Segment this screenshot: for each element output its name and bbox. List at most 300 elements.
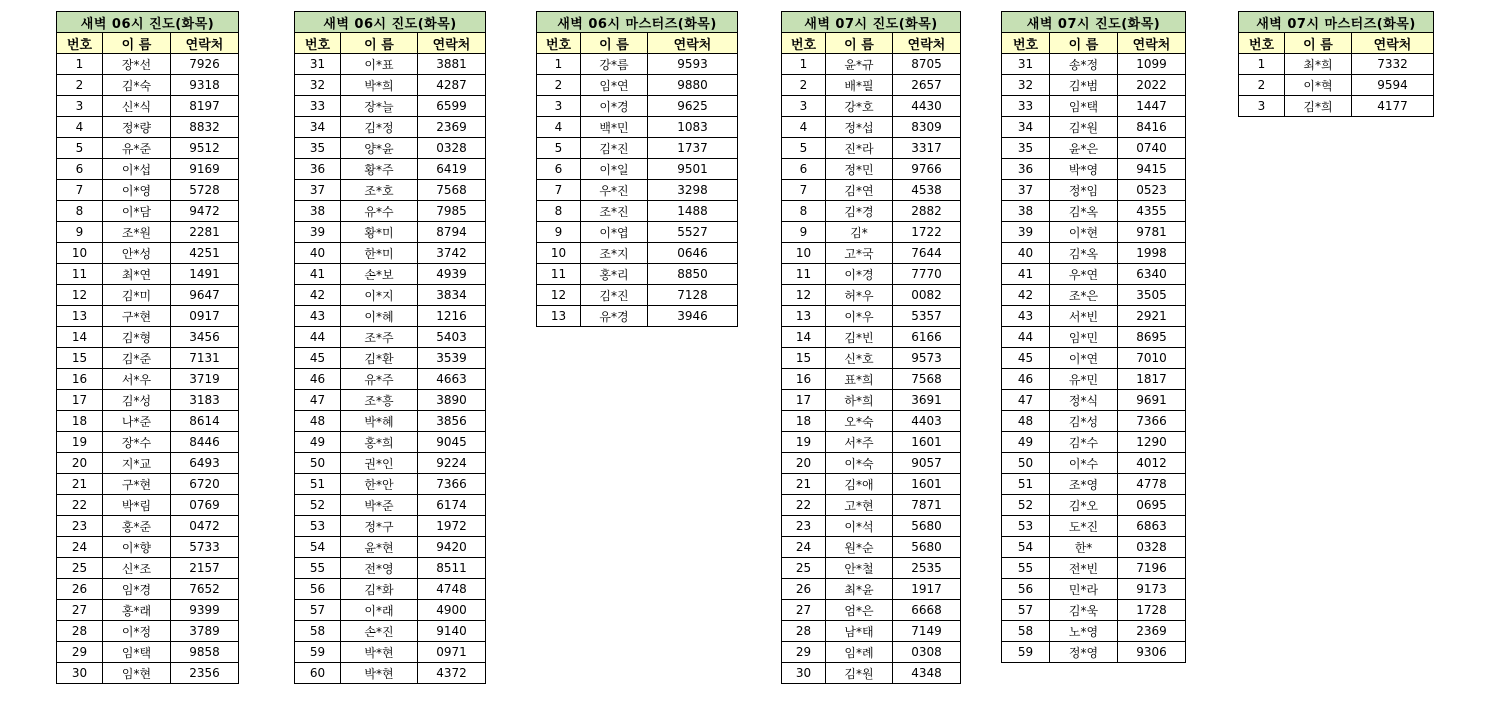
roster-table-5 — [1001, 11, 1186, 663]
table-title: 새벽 07시 마스터즈(화목) — [1239, 12, 1434, 33]
table-row — [782, 306, 961, 327]
table-row — [57, 390, 239, 411]
table-row — [57, 96, 239, 117]
row-number-cell: 29 — [57, 642, 103, 663]
row-number-cell: 8 — [57, 201, 103, 222]
row-number-cell: 23 — [57, 516, 103, 537]
row-number-cell: 39 — [295, 222, 341, 243]
table-row — [1239, 96, 1434, 117]
member-name-cell: 신*식 — [103, 96, 171, 117]
contact-cell: 2369 — [1118, 621, 1186, 642]
contact-cell: 4287 — [418, 75, 486, 96]
row-number-cell: 3 — [537, 96, 581, 117]
row-number-cell: 5 — [57, 138, 103, 159]
table-row — [295, 138, 486, 159]
table-row — [295, 96, 486, 117]
table-row — [782, 411, 961, 432]
row-number-cell: 20 — [57, 453, 103, 474]
member-name-cell: 전*빈 — [1050, 558, 1118, 579]
table-row — [295, 327, 486, 348]
row-number-cell: 32 — [1002, 75, 1050, 96]
contact-cell: 7128 — [648, 285, 738, 306]
contact-cell: 7332 — [1352, 54, 1434, 75]
member-name-cell: 김*환 — [341, 348, 418, 369]
member-name-cell: 안*철 — [826, 558, 893, 579]
row-number-cell: 32 — [295, 75, 341, 96]
table-row — [295, 642, 486, 663]
member-name-cell: 정*민 — [826, 159, 893, 180]
contact-cell: 6720 — [171, 474, 239, 495]
table-row — [782, 558, 961, 579]
row-number-cell: 42 — [295, 285, 341, 306]
table-row — [782, 369, 961, 390]
row-number-cell: 6 — [537, 159, 581, 180]
contact-cell: 6863 — [1118, 516, 1186, 537]
member-name-cell: 박*현 — [341, 663, 418, 684]
member-name-cell: 이*경 — [581, 96, 648, 117]
roster-table-6 — [1238, 11, 1434, 117]
contact-cell: 9593 — [648, 54, 738, 75]
contact-cell: 0695 — [1118, 495, 1186, 516]
table-row — [57, 495, 239, 516]
row-number-cell: 9 — [782, 222, 826, 243]
table-row — [295, 264, 486, 285]
row-number-cell: 1 — [1239, 54, 1285, 75]
row-number-cell: 10 — [537, 243, 581, 264]
contact-cell: 0523 — [1118, 180, 1186, 201]
contact-cell: 0646 — [648, 243, 738, 264]
contact-cell: 2369 — [418, 117, 486, 138]
row-number-cell: 17 — [57, 390, 103, 411]
row-number-cell: 14 — [57, 327, 103, 348]
contact-cell: 5357 — [893, 306, 961, 327]
member-name-cell: 임*택 — [103, 642, 171, 663]
member-name-cell: 안*성 — [103, 243, 171, 264]
member-name-cell: 박*림 — [103, 495, 171, 516]
member-name-cell: 유*경 — [581, 306, 648, 327]
table-row — [295, 369, 486, 390]
table-row — [537, 117, 738, 138]
header-row — [295, 33, 486, 54]
table-row — [782, 96, 961, 117]
table-row — [782, 138, 961, 159]
table-row — [295, 621, 486, 642]
contact-cell: 3890 — [418, 390, 486, 411]
table-row — [1002, 327, 1186, 348]
table-row — [1002, 348, 1186, 369]
table-row — [57, 327, 239, 348]
contact-cell: 1216 — [418, 306, 486, 327]
member-name-cell: 김*희 — [1285, 96, 1352, 117]
row-number-cell: 50 — [295, 453, 341, 474]
table-row — [295, 390, 486, 411]
row-number-cell: 48 — [1002, 411, 1050, 432]
contact-cell: 1728 — [1118, 600, 1186, 621]
table-row — [782, 495, 961, 516]
table-row — [295, 159, 486, 180]
contact-cell: 8705 — [893, 54, 961, 75]
header-row — [57, 33, 239, 54]
table-row — [782, 264, 961, 285]
row-number-cell: 48 — [295, 411, 341, 432]
row-number-cell: 26 — [782, 579, 826, 600]
row-number-cell: 41 — [295, 264, 341, 285]
table-row — [295, 537, 486, 558]
contact-cell: 2921 — [1118, 306, 1186, 327]
contact-cell: 1099 — [1118, 54, 1186, 75]
table-row — [295, 663, 486, 684]
contact-cell: 0328 — [418, 138, 486, 159]
contact-cell: 7568 — [418, 180, 486, 201]
row-number-cell: 59 — [295, 642, 341, 663]
contact-cell: 8695 — [1118, 327, 1186, 348]
roster-table-1 — [56, 11, 239, 684]
member-name-cell: 최*연 — [103, 264, 171, 285]
row-number-cell: 36 — [295, 159, 341, 180]
contact-cell: 4177 — [1352, 96, 1434, 117]
col-header-no: 번호 — [1239, 33, 1285, 54]
row-number-cell: 52 — [1002, 495, 1050, 516]
table-row — [295, 180, 486, 201]
contact-cell: 1447 — [1118, 96, 1186, 117]
row-number-cell: 46 — [295, 369, 341, 390]
table-row — [57, 159, 239, 180]
table-row — [782, 54, 961, 75]
contact-cell: 4403 — [893, 411, 961, 432]
table-row — [57, 285, 239, 306]
contact-cell: 1817 — [1118, 369, 1186, 390]
row-number-cell: 37 — [1002, 180, 1050, 201]
table-row — [1002, 516, 1186, 537]
row-number-cell: 25 — [782, 558, 826, 579]
contact-cell: 1601 — [893, 474, 961, 495]
member-name-cell: 조*주 — [341, 327, 418, 348]
row-number-cell: 11 — [782, 264, 826, 285]
row-number-cell: 5 — [537, 138, 581, 159]
member-name-cell: 최*희 — [1285, 54, 1352, 75]
contact-cell: 1601 — [893, 432, 961, 453]
table-row — [1002, 642, 1186, 663]
contact-cell: 0769 — [171, 495, 239, 516]
row-number-cell: 40 — [295, 243, 341, 264]
contact-cell: 6493 — [171, 453, 239, 474]
contact-cell: 9858 — [171, 642, 239, 663]
member-name-cell: 조*진 — [581, 201, 648, 222]
row-number-cell: 27 — [782, 600, 826, 621]
contact-cell: 2281 — [171, 222, 239, 243]
member-name-cell: 이*현 — [1050, 222, 1118, 243]
member-name-cell: 김*옥 — [1050, 201, 1118, 222]
row-number-cell: 47 — [1002, 390, 1050, 411]
row-number-cell: 13 — [537, 306, 581, 327]
table-row — [1002, 285, 1186, 306]
roster-table-3 — [536, 11, 738, 327]
row-number-cell: 57 — [1002, 600, 1050, 621]
member-name-cell: 김*욱 — [1050, 600, 1118, 621]
member-name-cell: 이*엽 — [581, 222, 648, 243]
member-name-cell: 우*진 — [581, 180, 648, 201]
row-number-cell: 35 — [295, 138, 341, 159]
row-number-cell: 5 — [782, 138, 826, 159]
row-number-cell: 56 — [295, 579, 341, 600]
row-number-cell: 4 — [782, 117, 826, 138]
member-name-cell: 구*현 — [103, 474, 171, 495]
table-row — [782, 75, 961, 96]
contact-cell: 4663 — [418, 369, 486, 390]
contact-cell: 3834 — [418, 285, 486, 306]
contact-cell: 9420 — [418, 537, 486, 558]
contact-cell: 9057 — [893, 453, 961, 474]
member-name-cell: 진*라 — [826, 138, 893, 159]
row-number-cell: 10 — [782, 243, 826, 264]
member-name-cell: 조*원 — [103, 222, 171, 243]
row-number-cell: 31 — [1002, 54, 1050, 75]
table-row — [57, 180, 239, 201]
member-name-cell: 정*섭 — [826, 117, 893, 138]
table-row — [295, 348, 486, 369]
col-header-no: 번호 — [295, 33, 341, 54]
col-header-no: 번호 — [57, 33, 103, 54]
col-header-contact: 연락처 — [418, 33, 486, 54]
table-row — [1002, 453, 1186, 474]
contact-cell: 4430 — [893, 96, 961, 117]
table-row — [782, 432, 961, 453]
member-name-cell: 김*경 — [826, 201, 893, 222]
contact-cell: 8416 — [1118, 117, 1186, 138]
member-name-cell: 홍*래 — [103, 600, 171, 621]
contact-cell: 3856 — [418, 411, 486, 432]
contact-cell: 9318 — [171, 75, 239, 96]
table-row — [537, 159, 738, 180]
member-name-cell: 김*숙 — [103, 75, 171, 96]
contact-cell: 6419 — [418, 159, 486, 180]
member-name-cell: 박*희 — [341, 75, 418, 96]
row-number-cell: 38 — [295, 201, 341, 222]
row-number-cell: 45 — [295, 348, 341, 369]
row-number-cell: 12 — [57, 285, 103, 306]
member-name-cell: 이*연 — [1050, 348, 1118, 369]
member-name-cell: 최*윤 — [826, 579, 893, 600]
row-number-cell: 1 — [537, 54, 581, 75]
row-number-cell: 47 — [295, 390, 341, 411]
table-row — [782, 621, 961, 642]
row-number-cell: 11 — [57, 264, 103, 285]
table-row — [57, 306, 239, 327]
row-number-cell: 36 — [1002, 159, 1050, 180]
member-name-cell: 백*민 — [581, 117, 648, 138]
table-row — [57, 537, 239, 558]
member-name-cell: 이*우 — [826, 306, 893, 327]
member-name-cell: 홍*준 — [103, 516, 171, 537]
row-number-cell: 31 — [295, 54, 341, 75]
member-name-cell: 김*성 — [103, 390, 171, 411]
col-header-no: 번호 — [1002, 33, 1050, 54]
row-number-cell: 3 — [1239, 96, 1285, 117]
header-row — [537, 33, 738, 54]
member-name-cell: 이*섭 — [103, 159, 171, 180]
table-row — [57, 201, 239, 222]
table-row — [537, 264, 738, 285]
table-row — [57, 474, 239, 495]
col-header-contact: 연락처 — [171, 33, 239, 54]
table-row — [57, 663, 239, 684]
contact-cell: 4355 — [1118, 201, 1186, 222]
member-name-cell: 민*라 — [1050, 579, 1118, 600]
contact-cell: 1722 — [893, 222, 961, 243]
member-name-cell: 우*연 — [1050, 264, 1118, 285]
contact-cell: 3719 — [171, 369, 239, 390]
member-name-cell: 서*우 — [103, 369, 171, 390]
member-name-cell: 신*조 — [103, 558, 171, 579]
member-name-cell: 박*혜 — [341, 411, 418, 432]
table-row — [782, 327, 961, 348]
member-name-cell: 유*준 — [103, 138, 171, 159]
row-number-cell: 18 — [57, 411, 103, 432]
table-title: 새벽 07시 진도(화목) — [1002, 12, 1186, 33]
contact-cell: 9594 — [1352, 75, 1434, 96]
table-row — [1002, 474, 1186, 495]
row-number-cell: 12 — [782, 285, 826, 306]
row-number-cell: 52 — [295, 495, 341, 516]
row-number-cell: 9 — [537, 222, 581, 243]
contact-cell: 9781 — [1118, 222, 1186, 243]
row-number-cell: 22 — [782, 495, 826, 516]
member-name-cell: 도*진 — [1050, 516, 1118, 537]
row-number-cell: 3 — [57, 96, 103, 117]
row-number-cell: 1 — [782, 54, 826, 75]
table-row — [537, 243, 738, 264]
table-row — [1002, 243, 1186, 264]
row-number-cell: 58 — [295, 621, 341, 642]
contact-cell: 8511 — [418, 558, 486, 579]
row-number-cell: 7 — [537, 180, 581, 201]
table-row — [295, 453, 486, 474]
contact-cell: 7149 — [893, 621, 961, 642]
member-name-cell: 황*미 — [341, 222, 418, 243]
member-name-cell: 박*영 — [1050, 159, 1118, 180]
table-row — [57, 75, 239, 96]
member-name-cell: 임*연 — [581, 75, 648, 96]
table-row — [1239, 75, 1434, 96]
member-name-cell: 정*식 — [1050, 390, 1118, 411]
member-name-cell: 장*늘 — [341, 96, 418, 117]
table-row — [1002, 621, 1186, 642]
member-name-cell: 김*미 — [103, 285, 171, 306]
row-number-cell: 15 — [782, 348, 826, 369]
table-row — [782, 516, 961, 537]
contact-cell: 9501 — [648, 159, 738, 180]
member-name-cell: 구*현 — [103, 306, 171, 327]
row-number-cell: 26 — [57, 579, 103, 600]
row-number-cell: 25 — [57, 558, 103, 579]
member-name-cell: 송*정 — [1050, 54, 1118, 75]
col-header-name: 이 름 — [341, 33, 418, 54]
row-number-cell: 22 — [57, 495, 103, 516]
table-row — [1002, 411, 1186, 432]
member-name-cell: 김*오 — [1050, 495, 1118, 516]
contact-cell: 0740 — [1118, 138, 1186, 159]
col-header-name: 이 름 — [1050, 33, 1118, 54]
row-number-cell: 20 — [782, 453, 826, 474]
table-row — [782, 474, 961, 495]
row-number-cell: 28 — [57, 621, 103, 642]
member-name-cell: 김*빈 — [826, 327, 893, 348]
contact-cell: 3298 — [648, 180, 738, 201]
member-name-cell: 김*옥 — [1050, 243, 1118, 264]
member-name-cell: 김*진 — [581, 138, 648, 159]
member-name-cell: 김*원 — [826, 663, 893, 684]
contact-cell: 7010 — [1118, 348, 1186, 369]
member-name-cell: 임*례 — [826, 642, 893, 663]
table-row — [1002, 117, 1186, 138]
row-number-cell: 53 — [295, 516, 341, 537]
member-name-cell: 윤*규 — [826, 54, 893, 75]
row-number-cell: 39 — [1002, 222, 1050, 243]
table-row — [57, 138, 239, 159]
contact-cell: 6599 — [418, 96, 486, 117]
member-name-cell: 한* — [1050, 537, 1118, 558]
member-name-cell: 유*주 — [341, 369, 418, 390]
table-row — [57, 558, 239, 579]
row-number-cell: 42 — [1002, 285, 1050, 306]
row-number-cell: 15 — [57, 348, 103, 369]
table-row — [1002, 369, 1186, 390]
contact-cell: 9691 — [1118, 390, 1186, 411]
col-header-contact: 연락처 — [648, 33, 738, 54]
table-row — [57, 642, 239, 663]
row-number-cell: 12 — [537, 285, 581, 306]
member-name-cell: 유*수 — [341, 201, 418, 222]
member-name-cell: 고*국 — [826, 243, 893, 264]
contact-cell: 3789 — [171, 621, 239, 642]
table-row — [1002, 159, 1186, 180]
table-row — [1002, 222, 1186, 243]
table-row — [782, 348, 961, 369]
table-row — [782, 180, 961, 201]
contact-cell: 3456 — [171, 327, 239, 348]
col-header-name: 이 름 — [581, 33, 648, 54]
header-row — [1239, 33, 1434, 54]
table-row — [57, 579, 239, 600]
row-number-cell: 2 — [537, 75, 581, 96]
member-name-cell: 김* — [826, 222, 893, 243]
contact-cell: 9512 — [171, 138, 239, 159]
contact-cell: 3317 — [893, 138, 961, 159]
contact-cell: 7871 — [893, 495, 961, 516]
row-number-cell: 49 — [1002, 432, 1050, 453]
contact-cell: 9224 — [418, 453, 486, 474]
row-number-cell: 21 — [57, 474, 103, 495]
table-row — [1002, 180, 1186, 201]
contact-cell: 5403 — [418, 327, 486, 348]
member-name-cell: 이*혜 — [341, 306, 418, 327]
row-number-cell: 19 — [57, 432, 103, 453]
row-number-cell: 7 — [57, 180, 103, 201]
member-name-cell: 조*지 — [581, 243, 648, 264]
contact-cell: 7568 — [893, 369, 961, 390]
contact-cell: 2157 — [171, 558, 239, 579]
member-name-cell: 이*영 — [103, 180, 171, 201]
contact-cell: 7644 — [893, 243, 961, 264]
row-number-cell: 2 — [782, 75, 826, 96]
row-number-cell: 27 — [57, 600, 103, 621]
contact-cell: 1917 — [893, 579, 961, 600]
col-header-contact: 연락처 — [893, 33, 961, 54]
table-row — [295, 75, 486, 96]
member-name-cell: 이*향 — [103, 537, 171, 558]
row-number-cell: 34 — [295, 117, 341, 138]
header-row — [782, 33, 961, 54]
